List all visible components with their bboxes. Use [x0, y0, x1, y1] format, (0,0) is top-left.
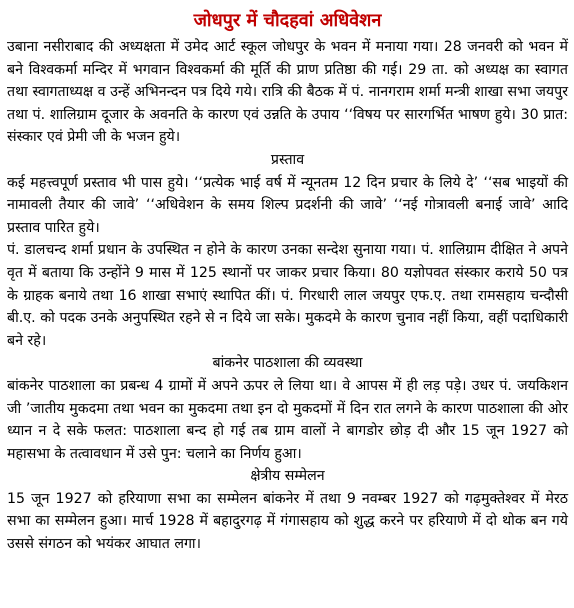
paragraph-convention: उबाना नसीराबाद की अध्यक्षता में उमेद आर्ट स्कूल जोधपुर के भवन में मनाया गया। 28 जनवरी को भवन में बने विश्वकर्मा मन्दिर में भगवान विश्वकर्मा की मूर्ति की प्राण प्रतिष्ठा की गई। 29 ता. को अध्यक्ष का स्वागत तथा स्वागताध्यक्ष व उन्हें अभिनन्दन पत्र दिये गये। रात्रि की बैठक में पं. नानगराम शर्मा मन्त्री शाखा सभा जयपुर तथा पं. शालिग्राम दूजार के अवनति के कारण एवं उन्नति के उपाय ‘‘विषय पर सारगर्भित भाषण हुये। 30 प्रात: संस्कार एवं प्रेमी जी के भजन हुये।: [7, 39, 568, 146]
paragraph-report: पं. डालचन्द शर्मा प्रधान के उपस्थित न होने के कारण उनका सन्देश सुनाया गया। पं. शालिग्राम दीक्षित ने अपने वृत में बताया कि उन्होंने 9 मास में 125 स्थानों पर जाकर प्रचार किया। 80 यज्ञोपवत संस्कार कराये 50 पत्र के ग्राहक बनाये तथा 16 शाखा सभाएं स्थापित कीं। पं. गिरधारी लाल जयपुर एफ.ए. तथा रामसहाय चन्दौसी बी.ए. को पदक उनके अनुपस्थित रहने से न दिये जा सके। मुकदमे के कारण चुनाव नहीं किया, वहीं पदाधिकारी बने रहे।: [7, 242, 568, 349]
paragraph-regional: 15 जून 1927 को हरियाणा सभा का सम्मेलन बांकनेर में तथा 9 नवम्बर 1927 को गढ़मुक्तेश्वर में मेरठ सभा का सम्मेलन हुआ। मार्च 1928 में बहादुरगढ़ में गंगासहाय को शुद्ध करने पर हरियाणे में दो थोक बन गये उससे संगठन को भयंकर आघात लगा।: [7, 490, 568, 553]
paragraph-school: बांकनेर पाठशाला का प्रबन्ध 4 ग्रामों में अपने ऊपर ले लिया था। वे आपस में ही लड़ पड़े। उधर पं. जयकिशन जी ’जातीय मुकदमा तथा भवन का मुकदमा तथा इन दो मुकदमों में दिन रात लगने के कारण पाठशाला की ओर ध्यान न दे सके फलत: पाठशाला बन्द हो गई तब ग्राम वालों ने बागडोर छोड़ दी और 15 जून 1927 को महासभा के तत्वावधान में उसे पुन: चलाने का निर्णय हुआ।: [7, 377, 568, 462]
page-title: जोधपुर में चौदहवां अधिवेशन: [193, 10, 382, 31]
section-heading-school: बांकनेर पाठशाला की व्यवस्था: [212, 355, 363, 372]
section-heading-regional: क्षेत्रीय सम्मेलन: [250, 468, 325, 485]
section-heading-resolutions: प्रस्ताव: [270, 151, 305, 168]
paragraph-resolutions: कई महत्त्वपूर्ण प्रस्ताव भी पास हुये। ‘‘प्रत्येक भाई वर्ष में न्यूनतम 12 दिन प्रचार के लिये दे’ ‘‘सब भाइयों की नामावली तैयार की जावे’ ‘‘अधिवेशन के समय शिल्प प्रदर्शनी की जावे’ ‘‘नई गोत्रावली बनाई जावे’ आदि प्रस्ताव पारित हुये।: [7, 174, 568, 236]
document-page: [0, 6, 574, 608]
